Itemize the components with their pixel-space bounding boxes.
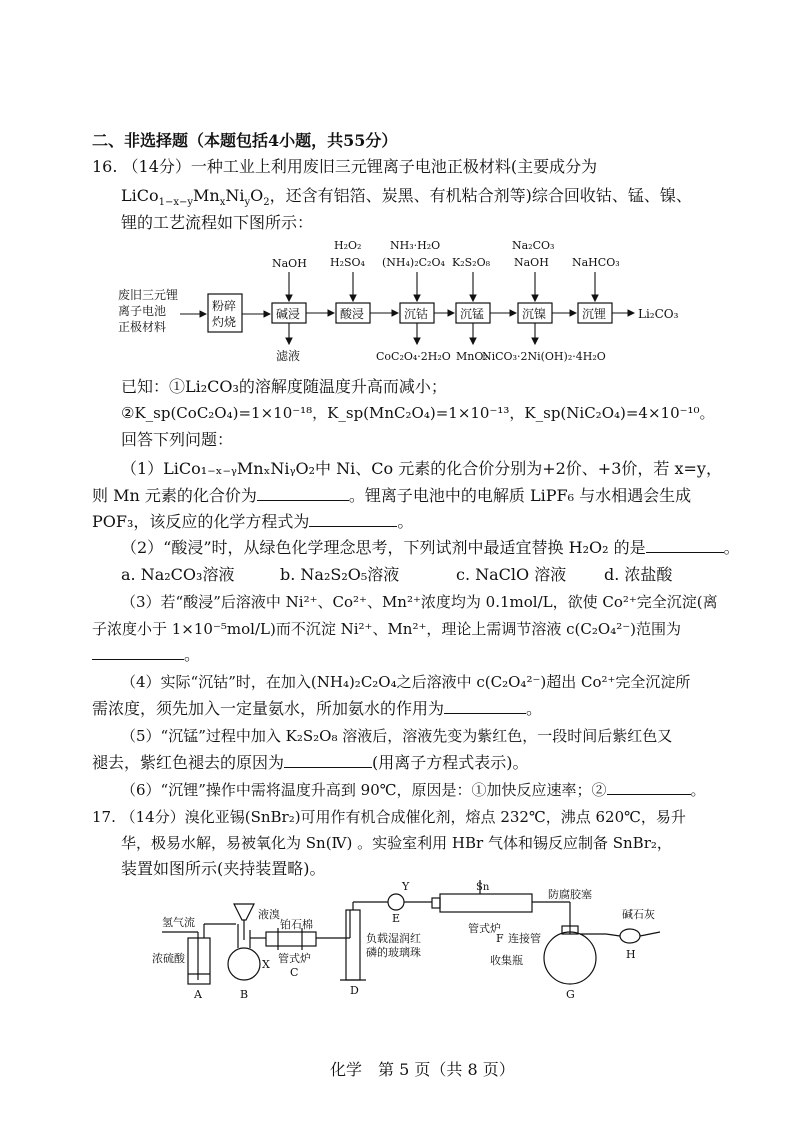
flow-p5: MnO₂: [456, 350, 488, 363]
label-sn: Sn: [476, 882, 490, 893]
q16-opt-c: c. NaClO 溶液: [456, 565, 567, 584]
flow-r6-l2: NaOH: [514, 256, 549, 269]
q16-part3-a: （3）若“酸浸”后溶液中 Ni²⁺、Co²⁺、Mn²⁺浓度均为 0.1mol/L，欲使 Co²⁺完全沉淀(离: [121, 593, 718, 611]
label-collector: 收集瓶: [490, 954, 523, 967]
q16-part3-c: 。: [92, 644, 200, 666]
answer-blank-1[interactable]: [257, 486, 349, 501]
page-footer: 化学 第 5 页（共 8 页）: [330, 1060, 515, 1079]
label-connector: 连接管: [508, 932, 541, 945]
label-furnace-f: 管式炉: [468, 922, 501, 935]
label-soda-lime: 碱石灰: [622, 908, 655, 921]
label-conc-acid: 浓硫酸: [152, 952, 185, 965]
flow-p4: CoC₂O₄·2H₂O: [376, 350, 451, 363]
flow-r7: NaHCO₃: [572, 256, 620, 269]
flow-s3: 酸浸: [340, 307, 365, 321]
flow-r2: NaOH: [272, 257, 307, 270]
known-2: ②K_sp(CoC₂O₄)=1×10⁻¹⁸，K_sp(MnC₂O₄)=1×10⁻¹³，K_sp(NiC₂O₄)=4×10⁻¹⁰。: [121, 404, 715, 422]
label-h2-flow: 氢气流: [162, 916, 195, 929]
q16-head: 16. （14分）一种工业上利用废旧三元锂离子电池正极材料(主要成分为: [92, 157, 598, 176]
q17-line2: 华，极易水解，易被氧化为 Sn(Ⅳ) 。实验室利用 HBr 气体和锡反应制备 SnBr₂，: [121, 834, 672, 852]
q16-part1-c: POF₃，该反应的化学方程式为 。: [92, 512, 414, 531]
known-1: 已知：①Li₂CO₃的溶解度随温度升高而减小；: [121, 377, 447, 396]
q16-opt-b: b. Na₂S₂O₅溶液: [280, 565, 400, 584]
label-B: B: [240, 988, 249, 1001]
flow-input-l3: 正极材料: [118, 320, 167, 334]
q16-part5-a: （5）“沉锰”过程中加入 K₂S₂O₈ 溶液后，溶液先变为紫红色，一段时间后紫红色又: [121, 727, 673, 745]
flow-output: Li₂CO₃: [638, 307, 679, 321]
flow-input-l2: 离子电池: [118, 304, 167, 318]
label-pt-wool: 铂石棉: [280, 918, 313, 931]
answer-prompt: 回答下列问题：: [121, 430, 234, 449]
label-red-p: 负载湿润红: [366, 932, 421, 945]
flow-s2: 碱浸: [276, 307, 301, 321]
q17-line1: 17. （14分）溴化亚锡(SnBr₂)可用作有机合成催化剂，熔点 232℃，沸点 620℃，易升: [92, 808, 686, 826]
q16-formula-line: $LiCo_{1-x-y}Mn_xNi_yO_2$，还含有铝箔、炭黑、有机粘合剂等)综合回收钴、锰、镍、: [121, 186, 692, 209]
answer-blank-4[interactable]: [92, 645, 184, 660]
q16-part4-b: 需浓度，须先加入一定量氨水，所加氨水的作用为 。: [92, 699, 543, 718]
label-D: D: [350, 984, 359, 997]
apparatus-diagram: [150, 880, 690, 1020]
process-flowchart: [110, 236, 720, 372]
flow-r6-l1: Na₂CO₃: [512, 239, 555, 252]
flow-p2: 滤液: [276, 349, 301, 363]
label-H: H: [626, 948, 636, 961]
flow-input-l1: 废旧三元锂: [118, 288, 179, 302]
q16-opt-d: d. 浓盐酸: [604, 565, 673, 584]
q16-line3: 锂的工艺流程如下图所示：: [121, 213, 314, 232]
answer-blank-7[interactable]: [607, 780, 691, 795]
answer-blank-2[interactable]: [309, 512, 397, 527]
label-X: X: [262, 958, 270, 971]
q16-part4-a: （4）实际“沉钴”时，在加入(NH₄)₂C₂O₄之后溶液中 c(C₂O₄²⁻)超出 Co²⁺完全沉淀所: [121, 673, 691, 691]
label-red-p2: 磷的玻璃珠: [366, 946, 421, 959]
flow-s7: 沉锂: [582, 307, 607, 321]
flow-r4-l1: NH₃·H₂O: [390, 239, 441, 252]
q16-part1-a: （1）LiCo₁₋ₓ₋ᵧMnₓNiᵧO₂中 Ni、Co 元素的化合价分别为+2价、+3价，若 x=y，: [121, 459, 722, 478]
label-G: G: [566, 988, 575, 1001]
label-E: E: [392, 912, 401, 925]
q16-part3-b: 子浓度小于 1×10⁻⁵mol/L)而不沉淀 Ni²⁺、Mn²⁺，理论上需调节溶液 c(C₂O₄²⁻)范围为: [92, 620, 681, 638]
q17-line3: 装置如图所示(夹持装置略)。: [121, 859, 326, 878]
label-stopper: 防腐胶塞: [548, 888, 592, 901]
answer-blank-5[interactable]: [444, 699, 526, 714]
flow-s1-l2: 灼烧: [212, 315, 237, 329]
flow-s5: 沉锰: [460, 307, 485, 321]
flow-s1-l1: 粉碎: [212, 299, 237, 313]
flow-r3-l1: H₂O₂: [334, 239, 362, 252]
q16-part6: （6）“沉锂”操作中需将温度升高到 90℃，原因是：①加快反应速率；② 。: [121, 781, 706, 799]
flow-r4-l2: (NH₄)₂C₂O₄: [382, 256, 445, 269]
label-A: A: [194, 988, 202, 1001]
label-furnace-c: 管式炉: [278, 952, 311, 965]
label-liquid-br: 液溴: [258, 908, 280, 921]
flow-r3-l2: H₂SO₄: [330, 256, 365, 269]
label-Y: Y: [402, 880, 410, 893]
flow-p6: NiCO₃·2Ni(OH)₂·4H₂O: [482, 350, 606, 363]
q16-part2: （2）“酸浸”时，从绿色化学理念思考，下列试剂中最适宜替换 H₂O₂ 的是 。: [121, 538, 740, 557]
q16-opt-a: a. Na₂CO₃溶液: [121, 565, 235, 584]
label-C: C: [290, 966, 299, 979]
answer-blank-6[interactable]: [284, 753, 372, 768]
q16-part5-b: 褪去，紫红色褪去的原因为 (用离子方程式表示)。: [92, 753, 529, 772]
flow-s4: 沉钴: [404, 307, 429, 321]
label-F: F: [496, 932, 504, 945]
section-title: 二、非选择题（本题包括4小题，共55分）: [92, 131, 398, 150]
flow-s6: 沉镍: [522, 307, 547, 321]
answer-blank-3[interactable]: [646, 538, 724, 553]
flow-r5: K₂S₂O₈: [452, 256, 491, 269]
q16-part1-b: 则 Mn 元素的化合价为 。锂离子电池中的电解质 LiPF₆ 与水相遇会生成: [92, 486, 692, 505]
